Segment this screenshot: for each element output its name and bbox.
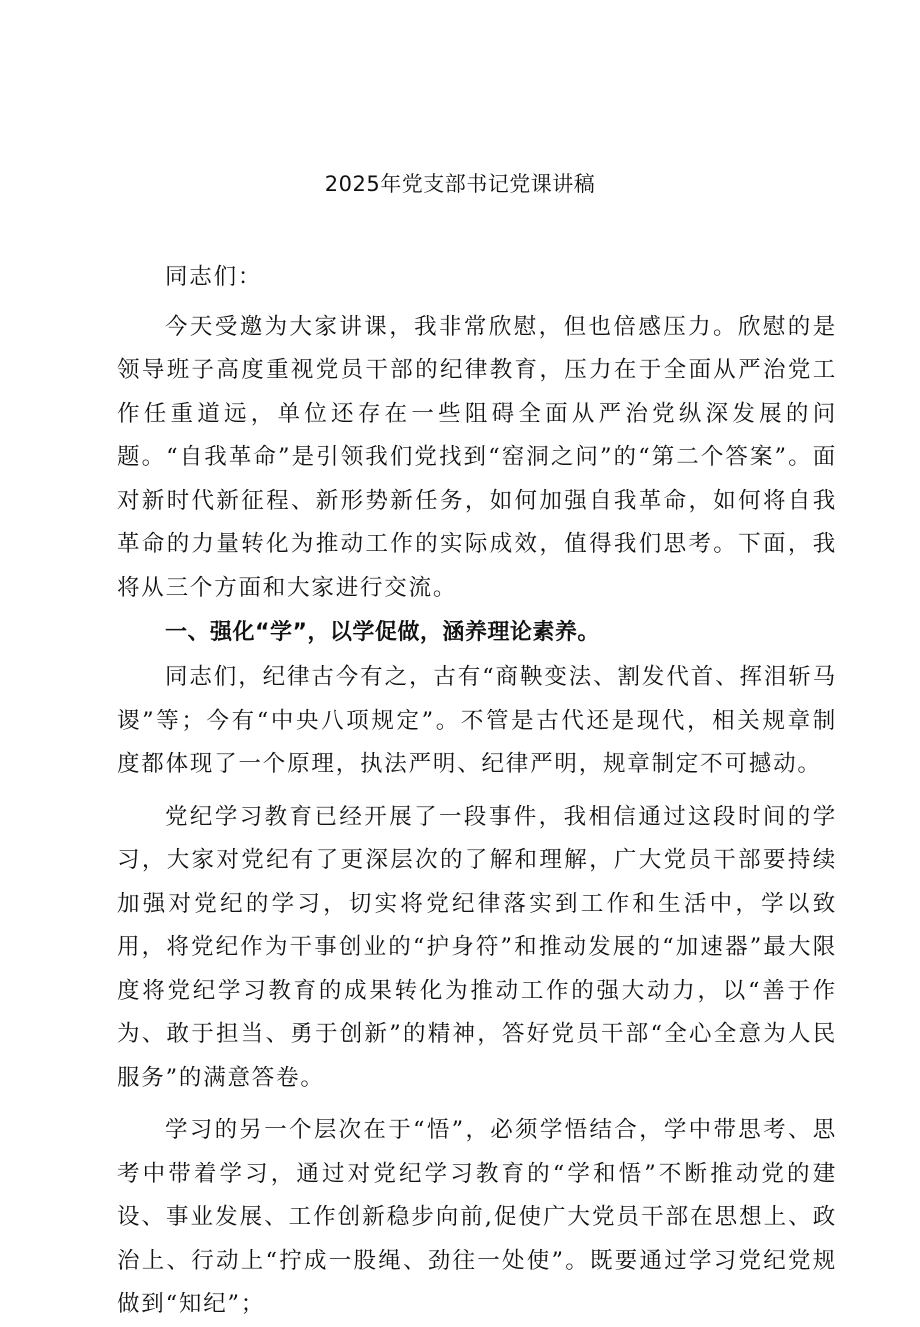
salutation: 同志们： [165,264,263,290]
paragraph-learning-insight: 学习的另一个层次在于“悟”，必须学悟结合，学中带思考、思考中带着学习，通过对党纪学习教育的“学和悟”不断推动党的建设、事业发展、工作创新稳步向前,促使广大党员干部在思想上、政治上、行动上“拧成一股绳、劲往一处使”。既要通过学习党纪党规做到“知纪”； [117,1117,837,1317]
paragraph-intro: 今天受邀为大家讲课，我非常欣慰，但也倍感压力。欣慰的是领导班子高度重视党员干部的纪律教育，压力在于全面从严治党工作任重道远，单位还存在一些阻碍全面从严治党纵深发展的问题。“自我革命”是引领我们党找到“窑洞之问”的“第二个答案”。面对新时代新征程、新形势新任务，如何加强自我革命，如何将自我革命的力量转化为推动工作的实际成效，值得我们思考。下面，我将从三个方面和大家进行交流。 [117,313,837,601]
document-body [117,256,837,1327]
paragraph-discipline-history: 同志们，纪律古今有之，古有“商鞅变法、割发代首、挥泪斩马谡”等；今有“中央八项规定”。不管是古代还是现代，相关规章制度都体现了一个原理，执法严明、纪律严明，规章制定不可撼动。 [117,664,837,777]
document-title: 2025年党支部书记党课讲稿 [324,172,596,196]
paragraph-discipline-study: 党纪学习教育已经开展了一段事件，我相信通过这段时间的学习，大家对党纪有了更深层次的了解和理解，广大党员干部要持续加强对党纪的学习，切实将党纪律落实到工作和生活中，学以致用，将党纪作为干事创业的“护身符”和推动发展的“加速器”最大限度将党纪学习教育的成果转化为推动工作的强大动力，以“善于作为、敢于担当、勇于创新”的精神，答好党员干部“全心全意为人民服务”的满意答卷。 [117,803,837,1091]
section-heading-1: 一、强化“学”，以学促做，涵养理论素养。 [165,620,600,645]
